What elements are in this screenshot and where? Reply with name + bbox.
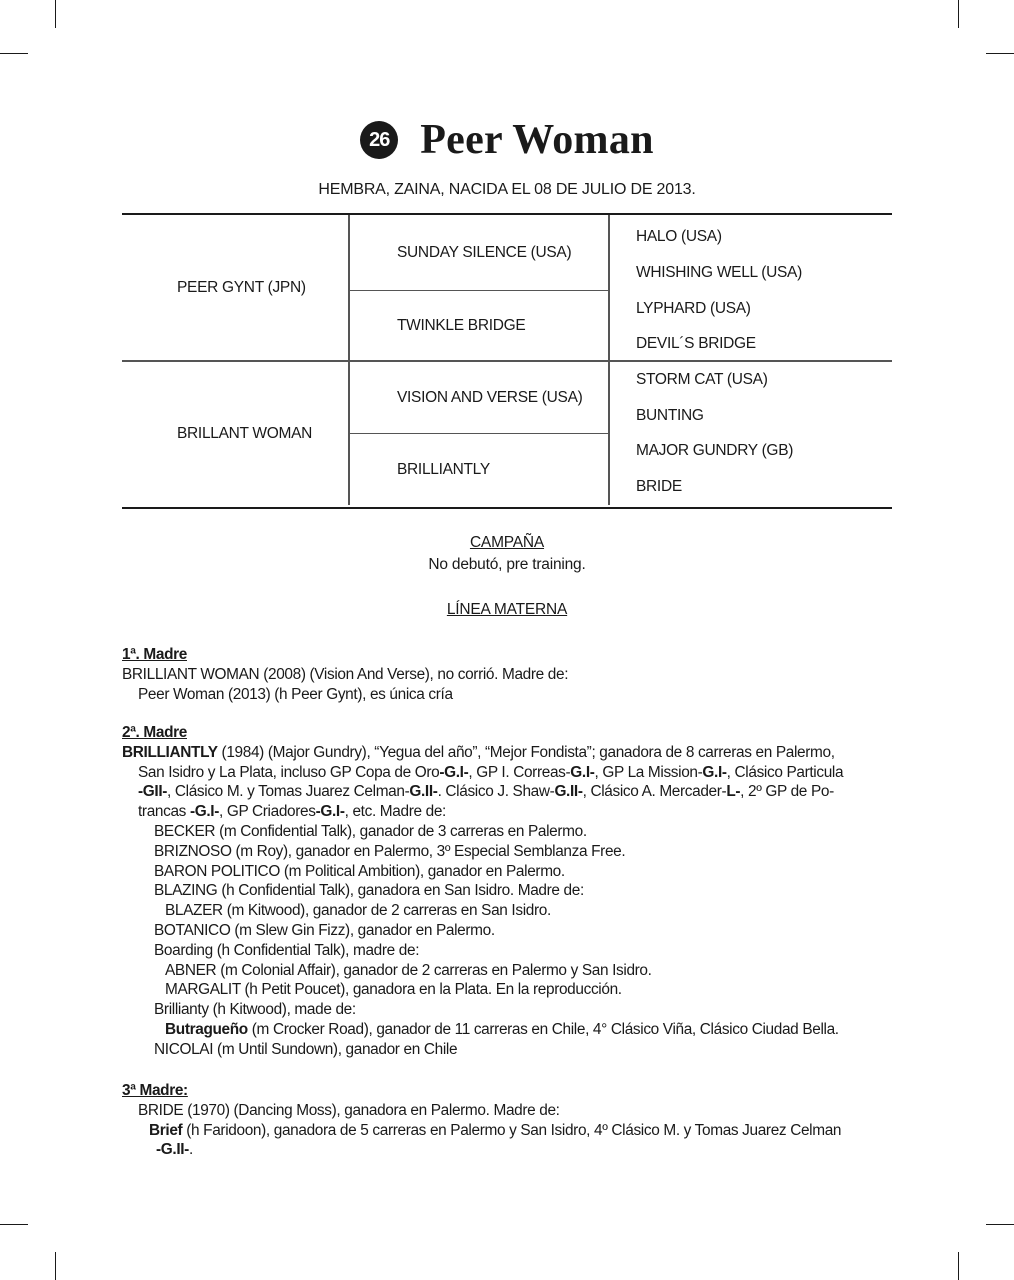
horse-name: Peer Woman [420, 117, 654, 163]
crop-mark [986, 53, 1014, 54]
crop-mark [0, 53, 28, 54]
crop-mark [55, 0, 56, 28]
third-dam-heading: 3ª Madre: [122, 1082, 188, 1099]
crop-mark [55, 1252, 56, 1280]
second-dam-intro: BRILLIANTLY (1984) (Major Gundry), “Yegua del año”, “Mejor Fondista”; ganadora de 8 carreras en Palermo, [122, 743, 835, 761]
pedigree-dam-dam: BRILLIANTLY [397, 460, 490, 478]
title-row [0, 114, 1014, 166]
crop-mark [958, 1252, 959, 1280]
produce-entry: ABNER (m Colonial Affair), ganador de 2 carreras en Palermo y San Isidro. [165, 961, 652, 979]
produce-entry: BLAZING (h Confidential Talk), ganadora en San Isidro. Madre de: [154, 882, 584, 900]
produce-entry: -G.II-. [156, 1141, 193, 1159]
horse-description: HEMBRA, ZAINA, NACIDA EL 08 DE JULIO DE 2013. [318, 181, 696, 198]
crop-mark [986, 1224, 1014, 1225]
produce-entry: Butragueño (m Crocker Road), ganador de 11 carreras en Chile, 4° Clásico Viña, Clásico Ciudad Bella. [165, 1020, 839, 1038]
produce-entry: BARON POLITICO (m Political Ambition), ganador en Palermo. [154, 862, 565, 880]
first-dam-heading: 1ª. Madre [122, 646, 187, 663]
campaign-text: No debutó, pre training. [428, 556, 586, 573]
pedigree-sire-sire: SUNDAY SILENCE (USA) [397, 243, 572, 261]
produce-entry: BECKER (m Confidential Talk), ganador de 3 carreras en Palermo. [154, 822, 587, 840]
second-dam-heading: 2ª. Madre [122, 724, 187, 741]
pedigree-gen3-6: BUNTING [636, 407, 704, 424]
second-dam-record-line: San Isidro y La Plata, incluso GP Copa de Oro-G.I-, GP I. Correas-G.I-, GP La Mission-G.I-, Clásico Particula [138, 763, 844, 781]
first-dam-produce: Peer Woman (2013) (h Peer Gynt), es única cría [138, 685, 453, 703]
pedigree-table [122, 213, 892, 509]
produce-entry: MARGALIT (h Petit Poucet), ganadora en la Plata. En la reproducción. [165, 981, 622, 999]
pedigree-dam: BRILLANT WOMAN [177, 424, 313, 442]
pedigree-gen3-3: LYPHARD (USA) [636, 300, 751, 317]
lot-number-badge: 26 [360, 121, 398, 159]
crop-mark [0, 1224, 28, 1225]
pedigree-dam-sire: VISION AND VERSE (USA) [397, 388, 583, 406]
produce-entry: Boarding (h Confidential Talk), madre de: [154, 941, 420, 959]
pedigree-gen3-5: STORM CAT (USA) [636, 371, 768, 388]
pedigree-gen3-4: DEVIL´S BRIDGE [636, 335, 756, 352]
second-dam-record-line: trancas -G.I-, GP Criadores-G.I-, etc. Madre de: [138, 803, 446, 821]
pedigree-gen3-7: MAJOR GUNDRY (GB) [636, 442, 794, 459]
first-dam-section [122, 645, 892, 704]
produce-entry: BRIZNOSO (m Roy), ganador en Palermo, 3º Especial Semblanza Free. [154, 842, 626, 860]
pedigree-gen3-2: WHISHING WELL (USA) [636, 264, 802, 281]
maternal-line-heading: LÍNEA MATERNA [446, 601, 568, 618]
pedigree-gen3-8: BRIDE [636, 478, 682, 495]
pedigree-gen3-1: HALO (USA) [636, 228, 722, 245]
produce-entry: BOTANICO (m Slew Gin Fizz), ganador en Palermo. [154, 921, 495, 939]
pedigree-sire: PEER GYNT (JPN) [177, 278, 306, 296]
second-dam-record-line: -GII-, Clásico M. y Tomas Juarez Celman-G.II-. Clásico J. Shaw-G.II-, Clásico A. Mercader-L-, 2º GP de Po- [138, 783, 834, 801]
produce-entry: NICOLAI (m Until Sundown), ganador en Chile [154, 1040, 458, 1058]
produce-entry: Brief (h Faridoon), ganadora de 5 carreras en Palermo y San Isidro, 4º Clásico M. y Tomas Juarez Celman [149, 1121, 842, 1139]
second-dam-section [122, 723, 892, 1060]
campaign-heading: CAMPAÑA [469, 534, 545, 551]
first-dam-description: BRILLIANT WOMAN (2008) (Vision And Verse), no corrió. Madre de: [122, 665, 569, 683]
produce-entry: BLAZER (m Kitwood), ganador de 2 carreras en San Isidro. [165, 902, 551, 920]
third-dam-section [122, 1081, 892, 1160]
crop-mark [958, 0, 959, 28]
third-dam-description: BRIDE (1970) (Dancing Moss), ganadora en Palermo. Madre de: [138, 1101, 560, 1119]
pedigree-sire-dam: TWINKLE BRIDGE [397, 316, 526, 334]
produce-entry: Brillianty (h Kitwood), made de: [154, 1001, 356, 1019]
